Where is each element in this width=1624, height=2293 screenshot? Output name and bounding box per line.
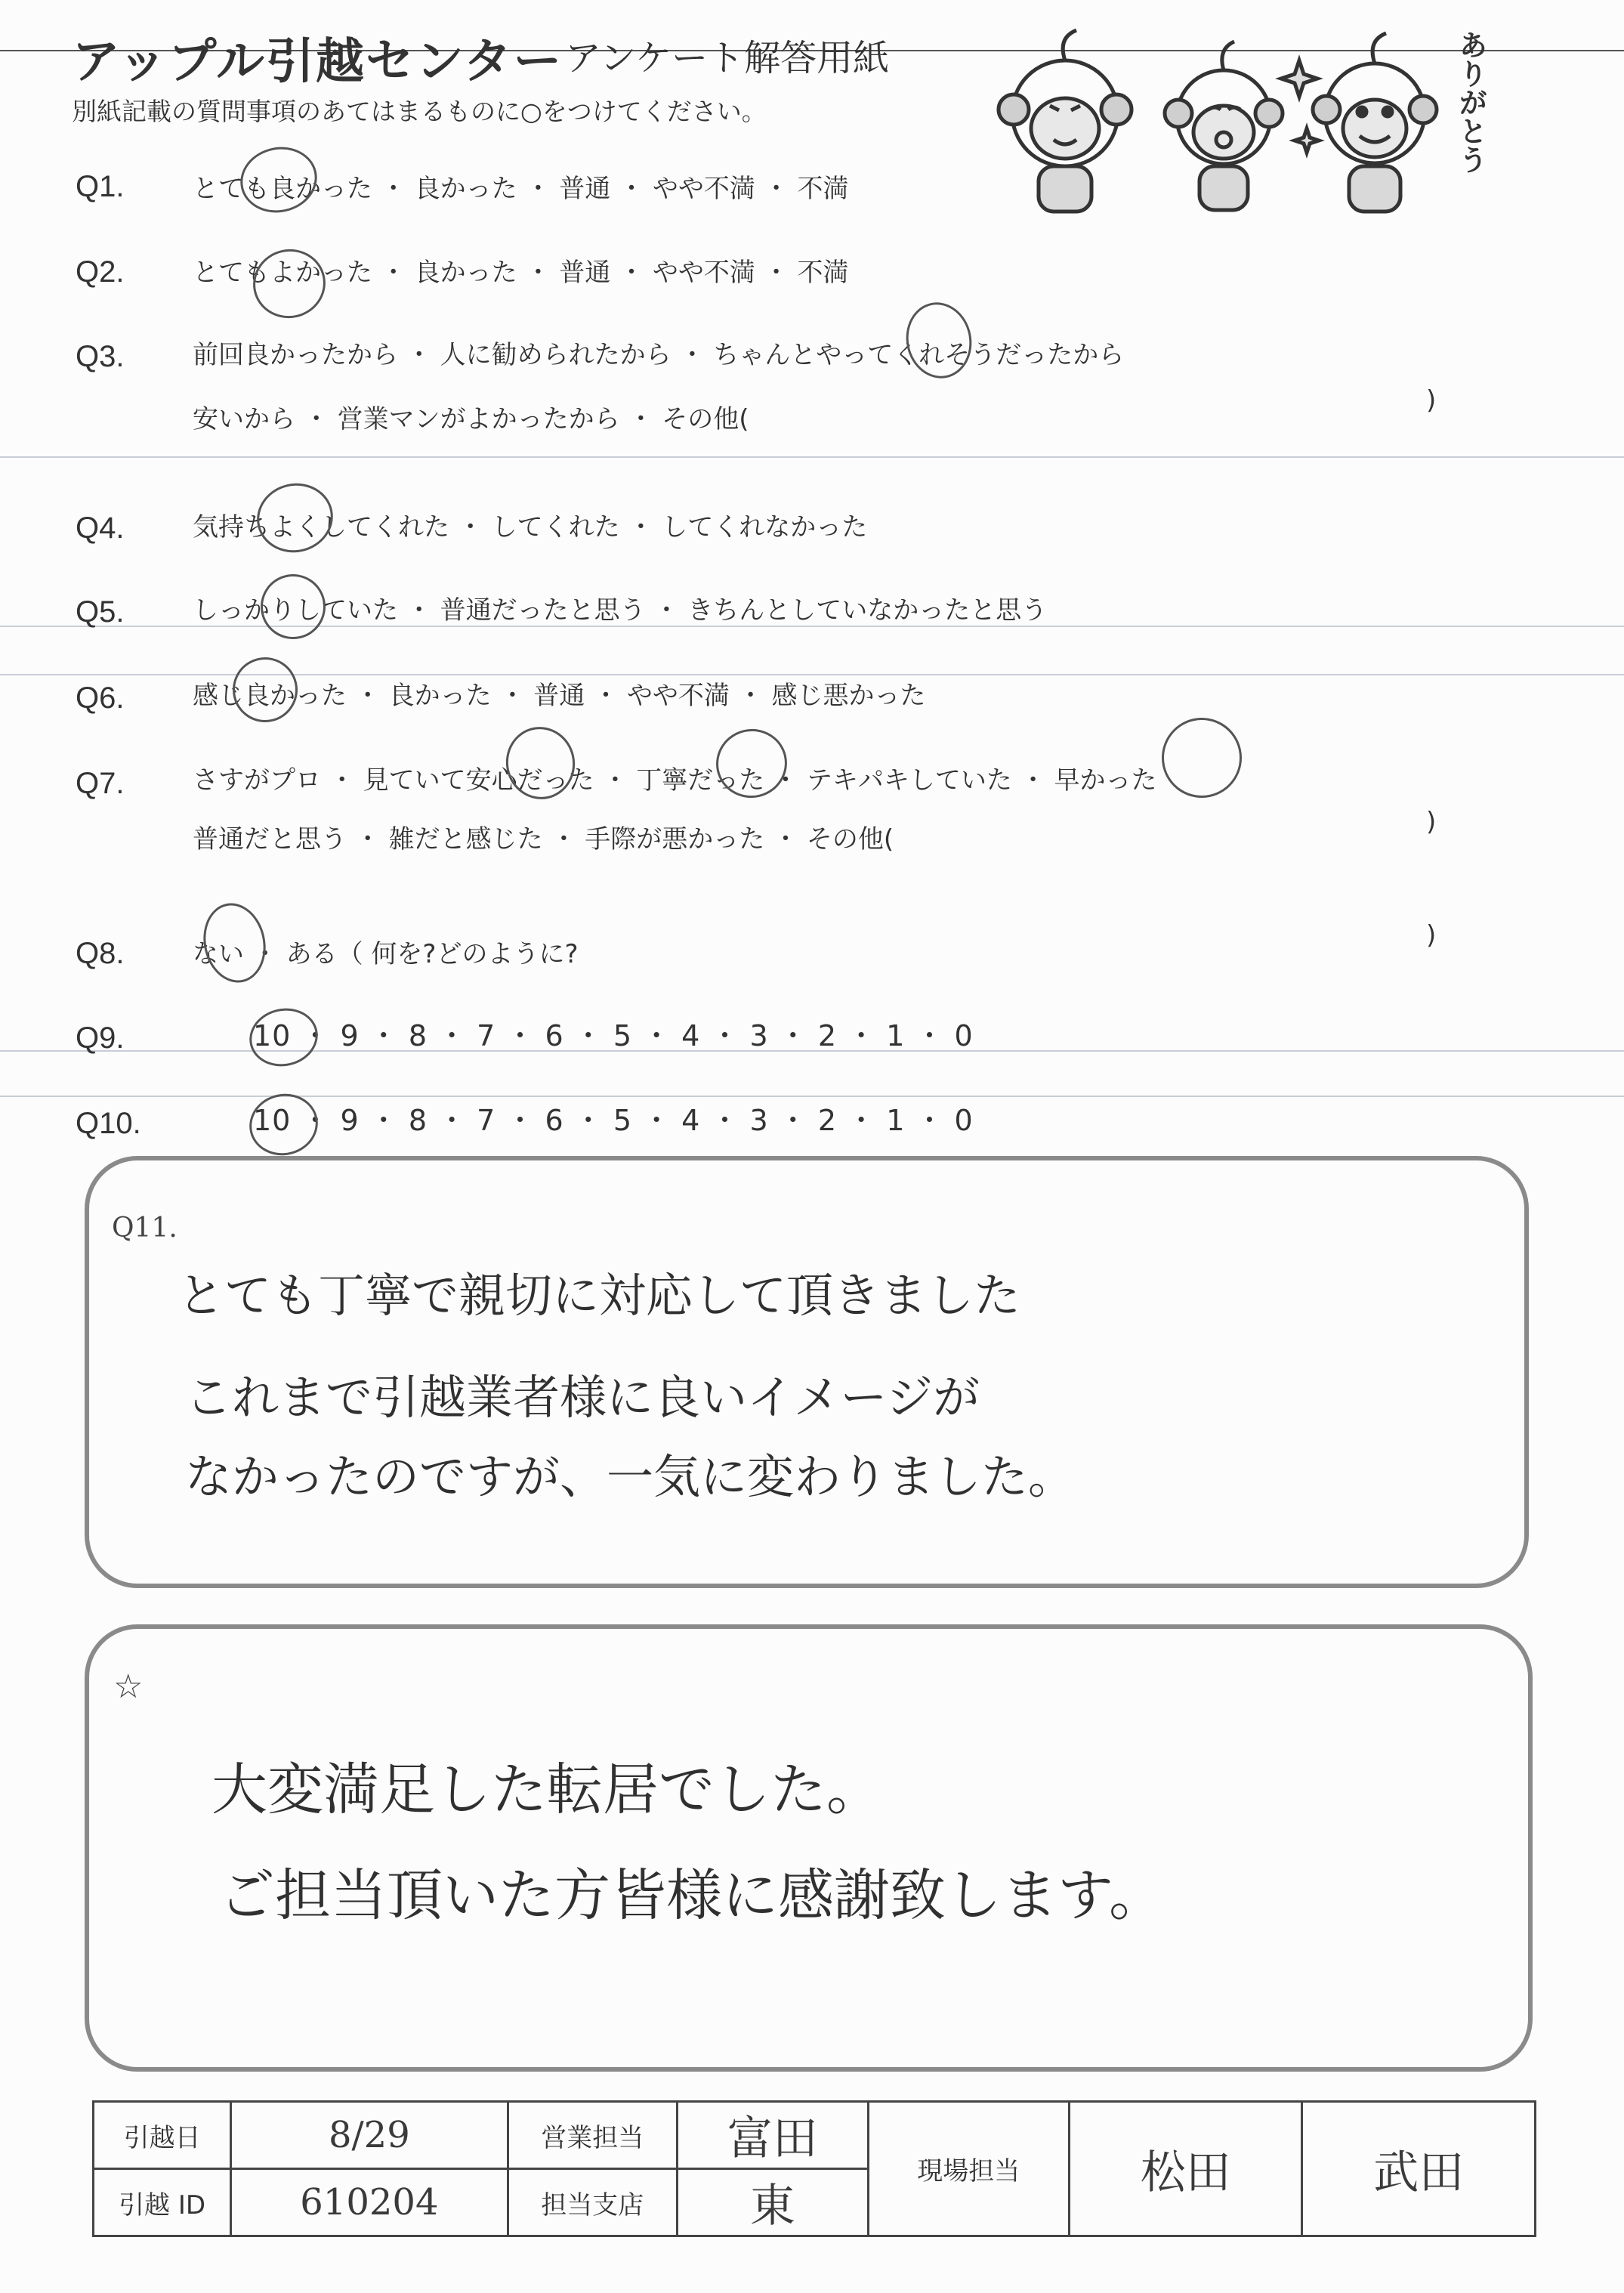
moving-date-label: 引越日 <box>94 2102 231 2169</box>
answer-circle-mark <box>899 296 978 385</box>
instruction-text: 別紙記載の質問事項のあてはまるものに○をつけてください。 <box>72 97 767 126</box>
question-options: とても良かった ・ 良かった ・ 普通 ・ やや不満 ・ 不満 <box>193 174 849 204</box>
q11-comment-line: とても丁寧で親切に対応して頂きました <box>178 1268 1021 1323</box>
q11-comment-line: なかったのですが、一気に変わりました。 <box>185 1449 1076 1504</box>
rule-line <box>0 456 1624 458</box>
answer-circle-mark <box>1154 710 1249 805</box>
answer-circle-mark <box>234 140 323 219</box>
answer-circle-mark <box>227 651 304 728</box>
thanks-text: ありがとう <box>1454 30 1487 174</box>
rating-scale: 10 ・ 9 ・ 8 ・ 7 ・ 6 ・ 5 ・ 4 ・ 3 ・ 2 ・ 1 ・ 0 <box>253 1019 974 1052</box>
question-label: Q1. <box>76 170 125 203</box>
question-label: Q10. <box>76 1107 141 1140</box>
question-label: Q2. <box>76 255 125 289</box>
answer-circle-mark <box>196 898 273 989</box>
branch-label: 担当支店 <box>508 2169 677 2236</box>
question-options: とてもよかった ・ 良かった ・ 普通 ・ やや不満 ・ 不満 <box>193 258 849 288</box>
question-options: しっかりしていた ・ 普通だったと思う ・ きちんとしていなかったと思う <box>193 595 1048 626</box>
star-comment-line: 大変満足した転居でした。 <box>211 1757 882 1822</box>
moving-date-value: 8/29 <box>231 2102 508 2169</box>
question-label: Q7. <box>76 767 125 800</box>
question-options: 気持ちよくしてくれた ・ してくれた ・ してくれなかった <box>193 512 868 542</box>
moving-id-value: 610204 <box>231 2169 508 2236</box>
additional-comment-box <box>85 1624 1533 2072</box>
star-comment-line: ご担当頂いた方皆様に感謝致します。 <box>219 1863 1166 1928</box>
question-options: ない ・ ある（ 何を?どのように? <box>193 939 579 969</box>
rating-scale: 10 ・ 9 ・ 8 ・ 7 ・ 6 ・ 5 ・ 4 ・ 3 ・ 2 ・ 1 ・ 0 <box>253 1104 974 1137</box>
question-options: 感じ良かった ・ 良かった ・ 普通 ・ やや不満 ・ 感じ悪かった <box>193 681 926 711</box>
close-paren: ) <box>1426 385 1437 416</box>
close-paren: ) <box>1426 920 1437 950</box>
site-staff-2: 武田 <box>1302 2102 1536 2236</box>
sales-rep-label: 営業担当 <box>508 2102 677 2169</box>
monkey-mascots-illustration <box>982 15 1450 219</box>
thanks-vertical-text <box>1454 30 1492 181</box>
question-options: 安いから ・ 営業マンがよかったから ・ その他( <box>193 404 749 434</box>
question-options: 普通だと思う ・ 雑だと感じた ・ 手際が悪かった ・ その他( <box>193 824 894 854</box>
sales-rep-value: 富田 <box>677 2102 868 2169</box>
question-label: Q3. <box>76 340 125 373</box>
moving-id-label: 引越 ID <box>94 2169 231 2236</box>
q11-label: Q11. <box>112 1213 178 1244</box>
star-label: ☆ <box>113 1667 144 1706</box>
footer-info-table <box>92 2100 1536 2237</box>
q11-comment-line: これまで引越業者様に良いイメージが <box>185 1370 980 1425</box>
question-label: Q6. <box>76 681 125 715</box>
question-label: Q4. <box>76 511 125 545</box>
site-staff-1: 松田 <box>1069 2102 1302 2236</box>
question-options: さすがプロ ・ 見ていて安心だった ・ 丁寧だった ・ テキパキしていた ・ 早かった <box>193 765 1157 796</box>
question-options: 前回良かったから ・ 人に勧められたから ・ ちゃんとやってくれそうだったから <box>193 340 1125 370</box>
branch-value: 東 <box>677 2169 868 2236</box>
answer-circle-mark <box>255 568 332 645</box>
close-paren: ) <box>1426 807 1437 837</box>
form-subtitle: アンケート解答用紙 <box>565 37 890 79</box>
question-label: Q8. <box>76 937 125 970</box>
answer-circle-mark <box>251 476 340 559</box>
question-label: Q5. <box>76 595 125 629</box>
question-label: Q9. <box>76 1021 125 1055</box>
site-staff-label: 現場担当 <box>868 2102 1069 2236</box>
company-title: アップル引越センター <box>72 34 563 90</box>
